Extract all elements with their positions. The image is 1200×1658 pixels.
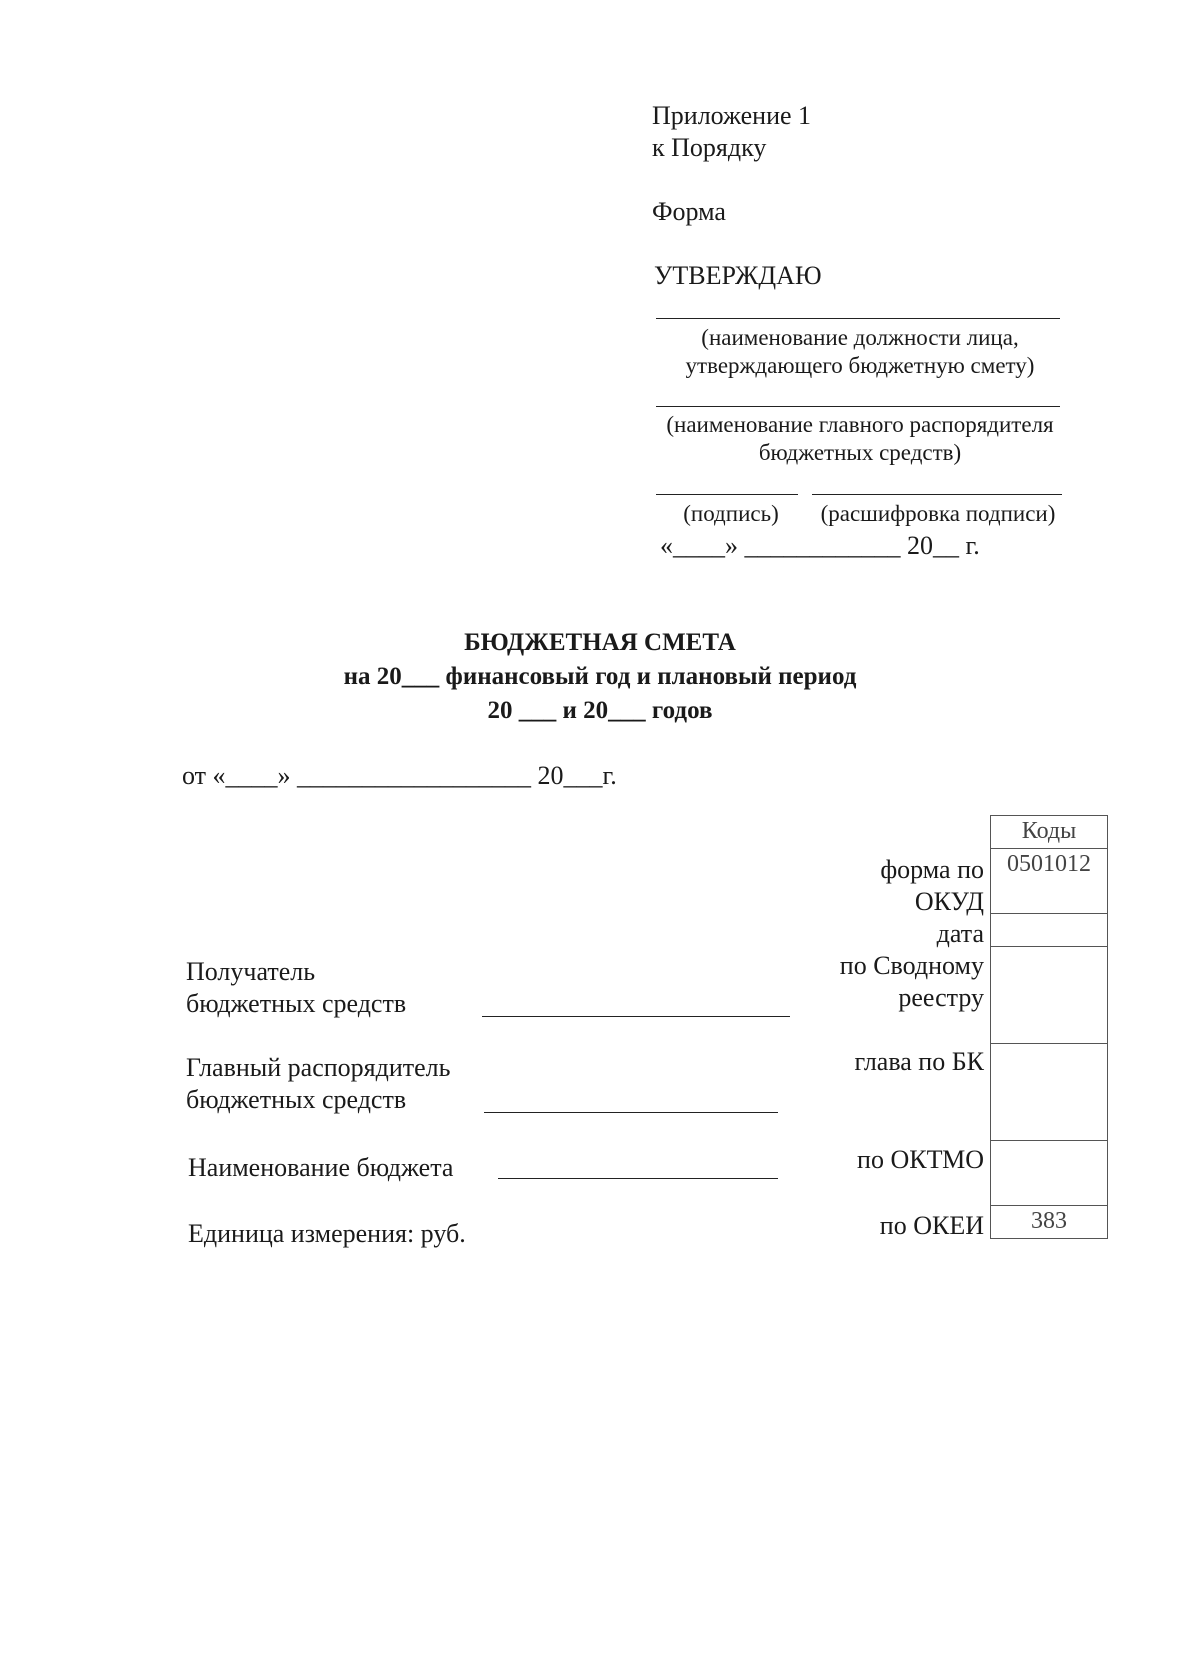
okud-label-1: форма по	[880, 855, 984, 884]
appendix-reference: к Порядку	[652, 133, 767, 162]
position-line	[656, 318, 1060, 319]
codes-table	[990, 815, 1108, 1239]
bk-code	[991, 1044, 1108, 1141]
approval-date: «____» ____________ 20__ г.	[660, 531, 980, 560]
oktmo-label: по ОКТМО	[857, 1145, 984, 1174]
budget-name-field-line	[498, 1178, 778, 1179]
document-date: от «____» __________________ 20___г.	[182, 761, 617, 790]
oktmo-code	[991, 1141, 1108, 1206]
okud-code: 0501012	[991, 849, 1108, 914]
signature-decode-line	[812, 494, 1062, 495]
decode-caption: (расшифровка подписи)	[820, 501, 1056, 526]
recipient-label-1: Получатель	[186, 957, 316, 986]
manager-label-2: бюджетных средств	[186, 1085, 407, 1114]
form-label: Форма	[652, 197, 726, 226]
manager-caption-2: бюджетных средств)	[758, 440, 962, 465]
manager-field-line	[484, 1112, 778, 1113]
recipient-label-2: бюджетных средств	[186, 989, 407, 1018]
okei-label: по ОКЕИ	[879, 1211, 984, 1240]
budget-name-label: Наименование бюджета	[188, 1153, 454, 1182]
approve-heading: УТВЕРЖДАЮ	[654, 261, 822, 290]
bk-label: глава по БК	[854, 1047, 984, 1076]
signature-caption: (подпись)	[683, 501, 779, 526]
okud-label-2: ОКУД	[914, 887, 984, 916]
document-period: 20 ___ и 20___ годов	[487, 697, 713, 724]
manager-line	[656, 406, 1060, 407]
position-caption-2: утверждающего бюджетную смету)	[685, 353, 1035, 378]
document-subtitle: на 20___ финансовый год и плановый период	[343, 663, 857, 690]
unit-label: Единица измерения: руб.	[188, 1219, 466, 1248]
signature-line	[656, 494, 798, 495]
registry-label-1: по Сводному	[839, 951, 984, 980]
position-caption-1: (наименование должности лица,	[701, 325, 1019, 350]
date-label: дата	[936, 919, 984, 948]
okei-code: 383	[991, 1206, 1108, 1239]
codes-header: Коды	[991, 816, 1108, 849]
registry-label-2: реестру	[898, 983, 984, 1012]
registry-code	[991, 947, 1108, 1044]
manager-label-1: Главный распорядитель	[186, 1053, 451, 1082]
document-title: БЮДЖЕТНАЯ СМЕТА	[464, 629, 736, 656]
date-code	[991, 914, 1108, 947]
manager-caption-1: (наименование главного распорядителя	[666, 412, 1054, 437]
recipient-field-line	[482, 1016, 790, 1017]
appendix-label: Приложение 1	[652, 101, 812, 130]
